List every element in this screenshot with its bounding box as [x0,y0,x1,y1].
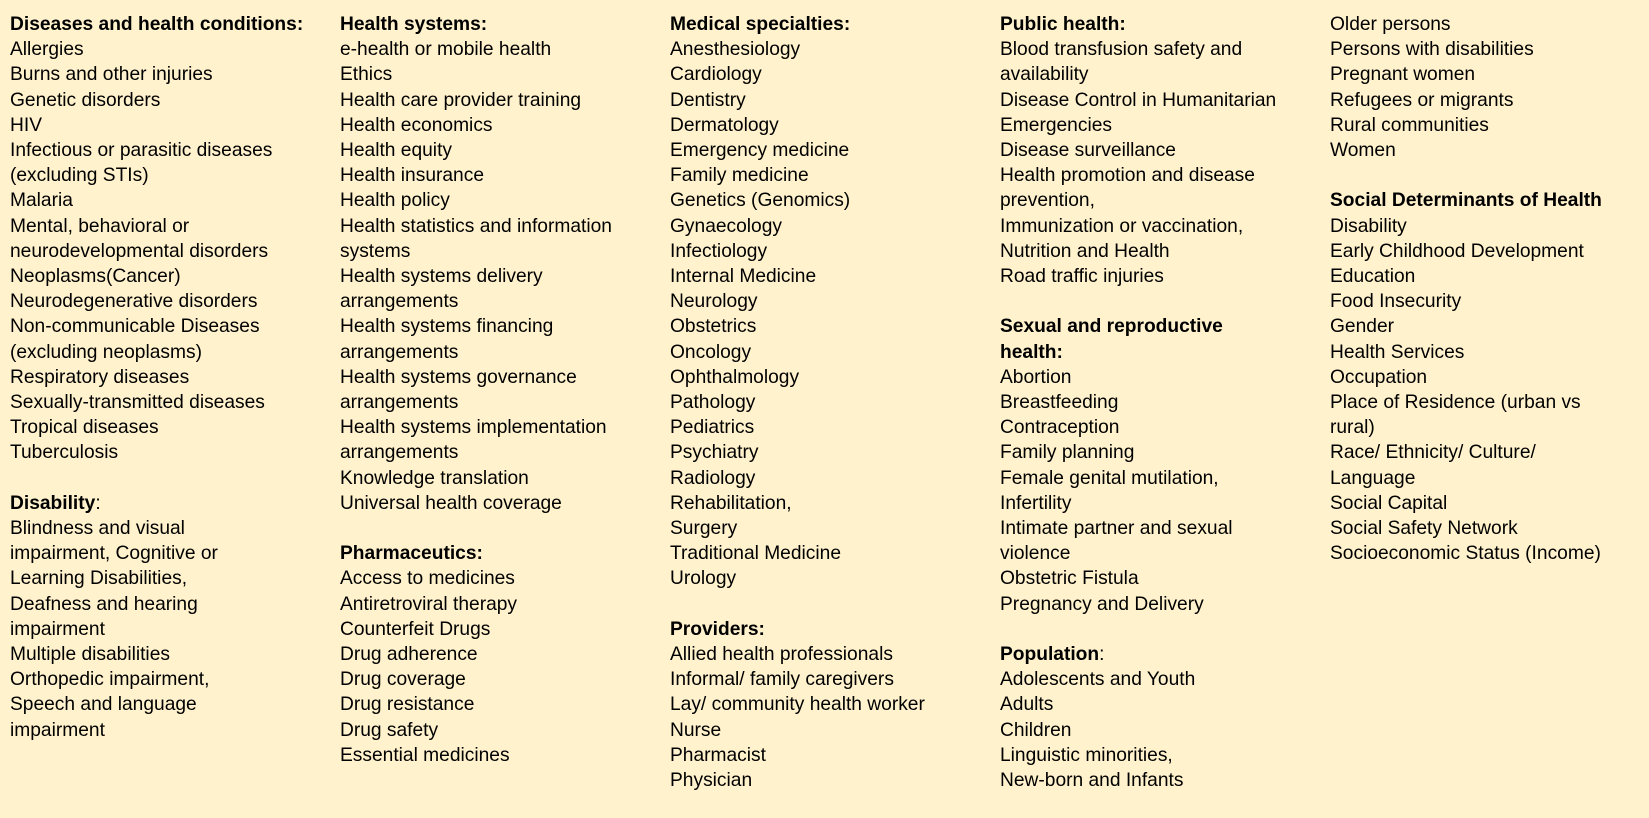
section-heading: Diseases and health conditions: [10,14,304,35]
list-item: Food Insecurity [1330,291,1462,313]
list-item: Anesthesiology [670,39,801,61]
column-4 [1000,12,1310,818]
list-item: Persons with disabilities [1330,39,1534,61]
list-item: Social Safety Network [1330,518,1518,540]
list-item: Physician [670,770,753,792]
list-item: Blindness and visual impairment, Cognitive or Learning Disabilities, [10,518,218,590]
list-item: Nutrition and Health [1000,240,1170,262]
list-item: Burns and other injuries [10,64,213,86]
topic-list [1000,365,1310,617]
list-item: Family medicine [670,165,809,187]
list-item: Occupation [1330,366,1428,388]
list-item: Infectiology [670,240,768,262]
list-item: Genetics (Genomics) [670,190,851,212]
list-item: Place of Residence (urban vs rural) [1330,392,1581,439]
list-item: Neoplasms(Cancer) [10,266,181,288]
list-item: Obstetrics [670,316,757,338]
list-item: Radiology [670,467,756,489]
list-item: Health systems delivery arrangements [340,266,543,313]
list-item: Early Childhood Development [1330,240,1584,262]
section-heading: Medical specialties: [670,14,851,35]
list-item: Pathology [670,392,756,414]
topic-list [10,37,330,465]
list-item: Rural communities [1330,114,1489,136]
list-item: Dermatology [670,114,779,136]
list-item: Antiretroviral therapy [340,593,518,615]
list-item: Surgery [670,518,738,540]
topic-list [1330,12,1649,163]
list-item: Pharmacist [670,744,766,766]
list-item: Nurse [670,719,722,741]
list-item: Infertility [1000,492,1072,514]
list-item: Rehabilitation, [670,492,792,514]
list-item: Emergency medicine [670,140,850,162]
list-item: Cardiology [670,64,762,86]
list-item: Lay/ community health worker [670,694,925,716]
list-item: Ethics [340,64,393,86]
list-item: Pediatrics [670,417,755,439]
list-item: Allergies [10,39,84,61]
list-item: Contraception [1000,417,1120,439]
section-population [1000,642,1310,793]
section-medical-specialties [670,12,990,592]
list-item: Linguistic minorities, [1000,744,1173,766]
list-item: Allied health professionals [670,644,893,666]
column-5 [1330,12,1649,592]
list-item: Abortion [1000,366,1072,388]
column-2 [340,12,670,793]
list-item: Drug coverage [340,669,466,691]
list-item: Road traffic injuries [1000,266,1164,288]
list-item: Obstetric Fistula [1000,568,1139,590]
list-item: Knowledge translation [340,467,529,489]
list-item: Health systems governance arrangements [340,366,577,414]
list-item: Health policy [340,190,450,212]
list-item: Orthopedic impairment, [10,669,210,691]
list-item: Tropical diseases [10,417,159,439]
list-item: Malaria [10,190,73,212]
topic-list [1000,667,1310,793]
topic-list [340,37,670,516]
list-item: Universal health coverage [340,492,562,514]
topic-list [1330,214,1649,567]
list-item: Health insurance [340,165,484,187]
list-item: Race/ Ethnicity/ Culture/ Language [1330,442,1536,489]
list-item: Tuberculosis [10,442,119,464]
list-item: Urology [670,568,737,590]
list-item: Neurodegenerative disorders [10,291,258,313]
section-heading: Social Determinants of Health [1330,190,1602,212]
list-item: Deafness and hearing impairment [10,593,198,640]
section-heading: Providers: [670,618,765,640]
list-item: Counterfeit Drugs [340,618,491,640]
list-item: e-health or mobile health [340,39,552,61]
list-item: Women [1330,140,1396,162]
list-item: Blood transfusion safety and availability [1000,39,1243,86]
list-item: Health care provider training [340,89,582,111]
section-providers [670,617,990,793]
section-disability [10,491,330,743]
column-3 [670,12,990,818]
list-item: Drug resistance [340,694,475,716]
list-item: Immunization or vaccination, [1000,215,1244,237]
list-item: Disability [1330,215,1407,237]
list-item: Speech and language impairment [10,694,197,741]
list-item: Genetic disorders [10,89,161,111]
topic-list [340,566,670,768]
section-pharmaceutics [340,541,670,768]
topic-list [10,516,330,743]
list-item: Female genital mutilation, [1000,467,1219,489]
list-item: Health promotion and disease prevention, [1000,165,1255,212]
list-item: Health systems implementation arrangements [340,417,607,464]
list-item: Multiple disabilities [10,644,170,666]
list-item: Older persons [1330,14,1451,35]
section-heading: Public health: [1000,14,1126,35]
list-item: Adolescents and Youth [1000,669,1196,691]
topic-list [670,37,990,591]
list-item: Health economics [340,114,493,136]
section-sexual-reproductive-health [1000,314,1310,616]
list-item: Mental, behavioral or neurodevelopmental disorders [10,215,269,262]
list-item: Health Services [1330,341,1465,363]
section-population-continued [1330,12,1649,163]
list-item: Dentistry [670,89,746,111]
list-item: Sexually-transmitted diseases [10,392,265,414]
section-health-systems [340,12,670,516]
list-item: Health statistics and information systems [340,215,612,262]
list-item: Breastfeeding [1000,392,1119,414]
section-heading: Pharmaceutics: [340,543,483,565]
section-heading: Population: [1000,644,1105,666]
list-item: Infectious or parasitic diseases (excluding STIs) [10,140,273,187]
list-item: Children [1000,719,1072,741]
section-heading: Disability: [10,492,101,514]
list-item: Socioeconomic Status (Income) [1330,543,1601,565]
list-item: Pregnant women [1330,64,1476,86]
list-item: Ophthalmology [670,366,800,388]
list-item: Internal Medicine [670,266,817,288]
list-item: Non-communicable Diseases (excluding neoplasms) [10,316,260,363]
list-item: Social Capital [1330,492,1448,514]
list-item: Family planning [1000,442,1135,464]
list-item: HIV [10,114,42,136]
list-item: Essential medicines [340,744,510,766]
list-item: Drug safety [340,719,439,741]
list-item: Informal/ family caregivers [670,669,894,691]
topic-list [1000,37,1310,289]
section-diseases [10,12,330,466]
list-item: Refugees or migrants [1330,89,1514,111]
list-item: Traditional Medicine [670,543,841,565]
list-item: Drug adherence [340,644,478,666]
list-item: Disease Control in Humanitarian Emergencies [1000,89,1277,136]
list-item: Pregnancy and Delivery [1000,593,1204,615]
list-item: Health systems financing arrangements [340,316,554,363]
list-item: Education [1330,266,1416,288]
section-public-health [1000,12,1310,289]
list-item: Access to medicines [340,568,515,590]
list-item: Respiratory diseases [10,366,190,388]
column-1 [10,12,330,768]
list-item: Gynaecology [670,215,782,237]
section-heading: Sexual and reproductive health: [1000,316,1223,363]
list-item: Neurology [670,291,758,313]
list-item: Intimate partner and sexual violence [1000,518,1233,565]
section-heading: Health systems: [340,14,488,35]
list-item: New-born and Infants [1000,770,1184,792]
list-item: Psychiatry [670,442,759,464]
list-item: Oncology [670,341,752,363]
topic-list [670,642,990,793]
list-item: Gender [1330,316,1394,338]
section-social-determinants [1330,188,1649,566]
list-item: Health equity [340,140,452,162]
list-item: Disease surveillance [1000,140,1176,162]
list-item: Adults [1000,694,1054,716]
